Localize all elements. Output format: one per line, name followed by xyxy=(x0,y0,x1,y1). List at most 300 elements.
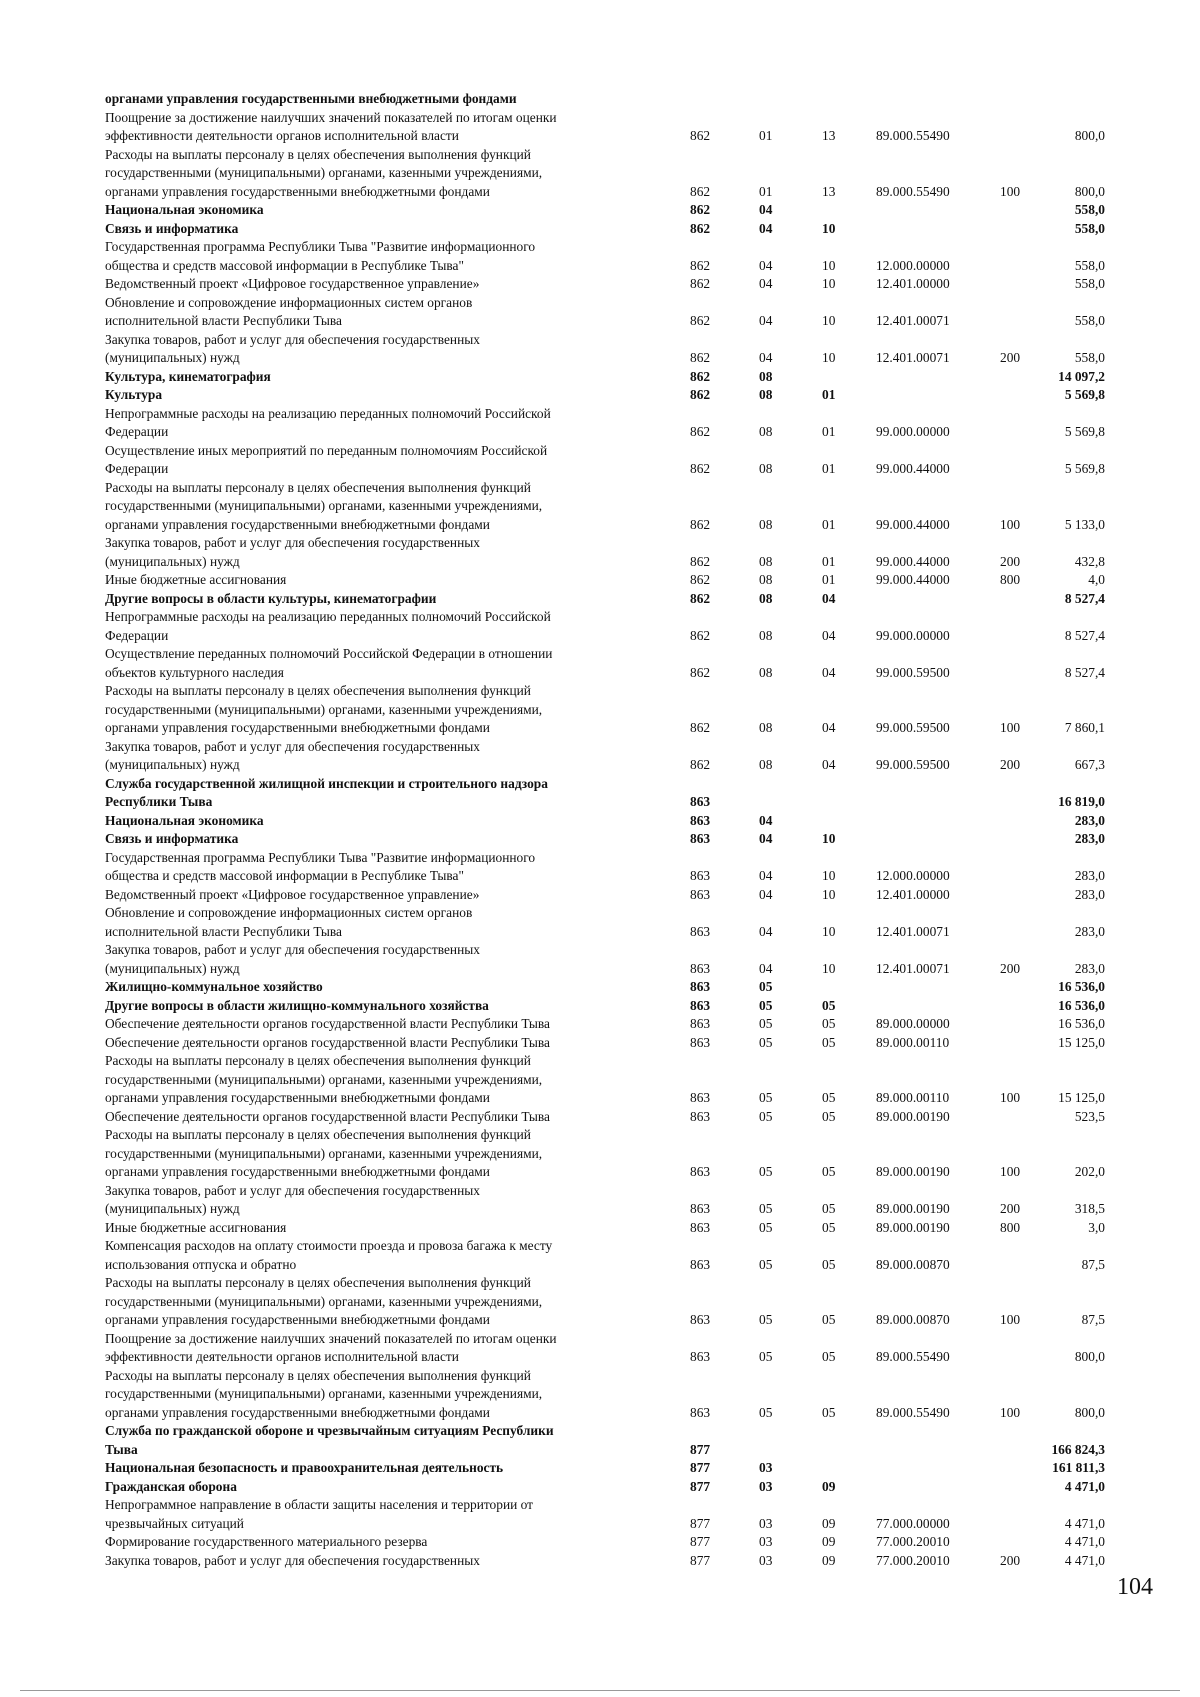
table-row xyxy=(0,1533,1200,1552)
amount: 318,5 xyxy=(1074,1201,1105,1216)
admin-code: 862 xyxy=(690,387,711,402)
amount: 15 125,0 xyxy=(1058,1034,1105,1050)
row-description: Закупка товаров, работ и услуг для обеспечения государственных (муниципальных) нужд xyxy=(105,1182,480,1216)
table-row xyxy=(0,90,1200,109)
section-code: 08 xyxy=(759,627,773,643)
admin-code: 862 xyxy=(690,368,711,384)
section-code: 08 xyxy=(759,387,773,402)
subsection-code: 05 xyxy=(822,1090,836,1105)
admin-code: 877 xyxy=(690,1478,711,1494)
amount: 202,0 xyxy=(1074,1164,1105,1179)
target-article-code: 89.000.55490 xyxy=(876,1349,950,1364)
subsection-code: 05 xyxy=(822,1219,836,1235)
expense-type-code: 200 xyxy=(1000,350,1021,365)
section-code: 04 xyxy=(759,313,773,328)
amount: 8 527,4 xyxy=(1064,590,1105,606)
target-article-code: 77.000.20010 xyxy=(876,1534,950,1549)
row-description: Поощрение за достижение наилучших значений показателей по итогам оценки эффективности деятельности органов исполнительной власти xyxy=(105,1330,557,1364)
target-article-code: 89.000.55490 xyxy=(876,1404,950,1420)
admin-code: 863 xyxy=(690,831,711,846)
expense-type-code: 200 xyxy=(1000,553,1021,569)
subsection-code: 04 xyxy=(822,627,836,643)
target-article-code: 99.000.59500 xyxy=(876,664,950,680)
row-description: Компенсация расходов на оплату стоимости проезда и провоза багажа к месту использования отпуска и обратно xyxy=(105,1238,553,1272)
table-row xyxy=(0,1330,1200,1367)
amount: 558,0 xyxy=(1074,220,1105,236)
section-code: 04 xyxy=(759,350,773,365)
section-code: 05 xyxy=(759,1349,773,1364)
row-description: Служба государственной жилищной инспекции и строительного надзора Республики Тыва xyxy=(105,775,548,809)
admin-code: 862 xyxy=(690,313,711,328)
table-row xyxy=(0,1219,1200,1238)
admin-code: 863 xyxy=(690,886,711,902)
amount: 558,0 xyxy=(1074,276,1105,291)
section-code: 04 xyxy=(759,868,773,883)
subsection-code: 10 xyxy=(822,350,836,365)
amount: 3,0 xyxy=(1088,1219,1105,1235)
amount: 558,0 xyxy=(1074,313,1105,328)
row-description: Иные бюджетные ассигнования xyxy=(105,1219,287,1235)
admin-code: 863 xyxy=(690,1108,711,1124)
target-article-code: 12.401.00071 xyxy=(876,960,950,976)
amount: 166 824,3 xyxy=(1051,1441,1105,1457)
target-article-code: 89.000.00870 xyxy=(876,1312,950,1327)
row-description: Национальная экономика xyxy=(105,202,264,217)
amount: 5 569,8 xyxy=(1064,387,1105,402)
table-row xyxy=(0,109,1200,146)
subsection-code: 01 xyxy=(822,516,836,532)
amount: 5 569,8 xyxy=(1064,424,1105,439)
admin-code: 862 xyxy=(690,720,711,735)
amount: 4 471,0 xyxy=(1064,1552,1105,1568)
amount: 800,0 xyxy=(1074,128,1105,143)
row-description: Осуществление переданных полномочий Российской Федерации в отношении объектов культурного наследия xyxy=(105,646,553,680)
target-article-code: 12.401.00071 xyxy=(876,923,950,939)
amount: 16 819,0 xyxy=(1058,794,1105,809)
admin-code: 862 xyxy=(690,516,711,532)
subsection-code: 10 xyxy=(822,220,836,236)
subsection-code: 05 xyxy=(822,1034,836,1050)
subsection-code: 05 xyxy=(822,1312,836,1327)
subsection-code: 04 xyxy=(822,590,836,606)
target-article-code: 89.000.00190 xyxy=(876,1164,950,1179)
section-code: 05 xyxy=(759,1404,773,1420)
section-code: 04 xyxy=(759,960,773,976)
row-description: Расходы на выплаты персоналу в целях обеспечения выполнения функций государственными (муниципальными) органами, казенными учреждениями, органами управления государственными внебюджетными фондами xyxy=(105,1367,543,1420)
section-code: 05 xyxy=(759,1034,773,1050)
section-code: 08 xyxy=(759,553,773,569)
admin-code: 863 xyxy=(690,997,711,1013)
expense-type-code: 200 xyxy=(1000,1201,1021,1216)
amount: 16 536,0 xyxy=(1058,997,1105,1013)
section-code: 04 xyxy=(759,220,773,236)
table-row xyxy=(0,775,1200,812)
admin-code: 862 xyxy=(690,664,711,680)
section-code: 08 xyxy=(759,368,773,384)
amount: 667,3 xyxy=(1074,757,1105,772)
section-code: 03 xyxy=(759,1478,773,1494)
row-description: Закупка товаров, работ и услуг для обеспечения государственных (муниципальных) нужд xyxy=(105,535,480,569)
amount: 283,0 xyxy=(1074,868,1105,883)
target-article-code: 99.000.44000 xyxy=(876,572,950,587)
subsection-code: 13 xyxy=(822,183,836,199)
admin-code: 862 xyxy=(690,128,711,143)
table-row xyxy=(0,442,1200,479)
admin-code: 862 xyxy=(690,350,711,365)
amount: 8 527,4 xyxy=(1064,664,1105,680)
table-row xyxy=(0,294,1200,331)
table-row xyxy=(0,1182,1200,1219)
admin-code: 862 xyxy=(690,257,711,273)
section-code: 03 xyxy=(759,1552,773,1568)
table-row xyxy=(0,479,1200,535)
admin-code: 862 xyxy=(690,424,711,439)
table-row xyxy=(0,1034,1200,1053)
row-description: Обновление и сопровождение информационных систем органов исполнительной власти Республики Тыва xyxy=(105,294,473,328)
table-row xyxy=(0,220,1200,239)
admin-code: 863 xyxy=(690,923,711,939)
target-article-code: 89.000.55490 xyxy=(876,183,950,199)
admin-code: 862 xyxy=(690,276,711,291)
amount: 16 536,0 xyxy=(1058,1016,1105,1031)
section-code: 08 xyxy=(759,572,773,587)
target-article-code: 99.000.59500 xyxy=(876,720,950,735)
amount: 523,5 xyxy=(1074,1108,1105,1124)
amount: 283,0 xyxy=(1074,831,1105,846)
amount: 432,8 xyxy=(1074,553,1105,569)
section-code: 08 xyxy=(759,424,773,439)
table-row xyxy=(0,405,1200,442)
table-row xyxy=(0,331,1200,368)
row-description: Гражданская оборона xyxy=(105,1478,237,1494)
subsection-code: 04 xyxy=(822,720,836,735)
admin-code: 863 xyxy=(690,1404,711,1420)
admin-code: 863 xyxy=(690,960,711,976)
table-row xyxy=(0,238,1200,275)
expense-type-code: 800 xyxy=(1000,1219,1021,1235)
amount: 4,0 xyxy=(1088,572,1105,587)
section-code: 08 xyxy=(759,757,773,772)
subsection-code: 10 xyxy=(822,923,836,939)
section-code: 04 xyxy=(759,831,773,846)
row-description: Обновление и сопровождение информационных систем органов исполнительной власти Республики Тыва xyxy=(105,905,473,939)
amount: 16 536,0 xyxy=(1058,979,1105,994)
table-row xyxy=(0,830,1200,849)
subsection-code: 10 xyxy=(822,960,836,976)
target-article-code: 89.000.00110 xyxy=(876,1090,950,1105)
table-row xyxy=(0,645,1200,682)
target-article-code: 99.000.44000 xyxy=(876,553,950,569)
expense-type-code: 100 xyxy=(1000,1404,1021,1420)
table-row xyxy=(0,1422,1200,1459)
target-article-code: 77.000.00000 xyxy=(876,1515,950,1531)
table-row xyxy=(0,941,1200,978)
row-description: Связь и информатика xyxy=(105,831,239,846)
subsection-code: 01 xyxy=(822,424,836,439)
admin-code: 862 xyxy=(690,590,711,606)
target-article-code: 99.000.44000 xyxy=(876,461,950,476)
table-row xyxy=(0,146,1200,202)
expense-type-code: 100 xyxy=(1000,516,1021,532)
section-code: 04 xyxy=(759,886,773,902)
subsection-code: 09 xyxy=(822,1478,836,1494)
subsection-code: 09 xyxy=(822,1515,836,1531)
row-description: Формирование государственного материального резерва xyxy=(105,1534,428,1549)
table-row xyxy=(0,812,1200,831)
target-article-code: 89.000.00190 xyxy=(876,1219,950,1235)
section-code: 04 xyxy=(759,923,773,939)
bottom-divider xyxy=(20,1690,1180,1691)
target-article-code: 99.000.44000 xyxy=(876,516,950,532)
amount: 15 125,0 xyxy=(1058,1090,1105,1105)
subsection-code: 10 xyxy=(822,257,836,273)
expense-type-code: 200 xyxy=(1000,1552,1021,1568)
section-code: 05 xyxy=(759,1201,773,1216)
section-code: 05 xyxy=(759,1108,773,1124)
admin-code: 863 xyxy=(690,1090,711,1105)
table-row xyxy=(0,1552,1200,1571)
table-row xyxy=(0,1015,1200,1034)
target-article-code: 89.000.00190 xyxy=(876,1201,950,1216)
section-code: 03 xyxy=(759,1460,773,1475)
target-article-code: 89.000.00000 xyxy=(876,1016,950,1031)
amount: 8 527,4 xyxy=(1064,627,1105,643)
admin-code: 877 xyxy=(690,1534,711,1549)
section-code: 03 xyxy=(759,1515,773,1531)
admin-code: 862 xyxy=(690,627,711,643)
section-code: 08 xyxy=(759,664,773,680)
row-description: Расходы на выплаты персоналу в целях обеспечения выполнения функций государственными (муниципальными) органами, казенными учреждениями, органами управления государственными внебюджетными фондами xyxy=(105,146,543,199)
subsection-code: 04 xyxy=(822,757,836,772)
expense-type-code: 100 xyxy=(1000,1312,1021,1327)
admin-code: 862 xyxy=(690,461,711,476)
table-row xyxy=(0,1052,1200,1108)
subsection-code: 10 xyxy=(822,868,836,883)
table-row xyxy=(0,1108,1200,1127)
target-article-code: 99.000.00000 xyxy=(876,627,950,643)
subsection-code: 05 xyxy=(822,1108,836,1124)
target-article-code: 89.000.00110 xyxy=(876,1034,950,1050)
row-description: Расходы на выплаты персоналу в целях обеспечения выполнения функций государственными (муниципальными) органами, казенными учреждениями, органами управления государственными внебюджетными фондами xyxy=(105,683,543,735)
table-row xyxy=(0,978,1200,997)
row-description: Обеспечение деятельности органов государственной власти Республики Тыва xyxy=(105,1016,550,1031)
row-description: Обеспечение деятельности органов государственной власти Республики Тыва xyxy=(105,1034,550,1050)
subsection-code: 09 xyxy=(822,1534,836,1549)
table-row xyxy=(0,608,1200,645)
amount: 283,0 xyxy=(1074,960,1105,976)
target-article-code: 12.401.00000 xyxy=(876,276,950,291)
row-description: Другие вопросы в области жилищно-коммунального хозяйства xyxy=(105,997,489,1013)
row-description: Связь и информатика xyxy=(105,220,239,236)
admin-code: 863 xyxy=(690,1312,711,1327)
table-row xyxy=(0,849,1200,886)
row-description: Непрограммное направление в области защиты населения и территории от чрезвычайных ситуаций xyxy=(105,1497,533,1531)
admin-code: 863 xyxy=(690,1034,711,1050)
amount: 800,0 xyxy=(1074,183,1105,199)
admin-code: 862 xyxy=(690,553,711,569)
row-description: Национальная безопасность и правоохранительная деятельность xyxy=(105,1460,504,1475)
subsection-code: 05 xyxy=(822,1201,836,1216)
row-description: Другие вопросы в области культуры, кинематографии xyxy=(105,590,437,606)
table-row xyxy=(0,1496,1200,1533)
table-row xyxy=(0,997,1200,1016)
row-description: Национальная экономика xyxy=(105,812,264,828)
row-description: органами управления государственными внебюджетными фондами xyxy=(105,91,517,106)
admin-code: 863 xyxy=(690,868,711,883)
row-description: Расходы на выплаты персоналу в целях обеспечения выполнения функций государственными (муниципальными) органами, казенными учреждениями, органами управления государственными внебюджетными фондами xyxy=(105,479,543,532)
section-code: 08 xyxy=(759,461,773,476)
amount: 283,0 xyxy=(1074,923,1105,939)
admin-code: 863 xyxy=(690,812,711,828)
expense-type-code: 100 xyxy=(1000,1090,1021,1105)
section-code: 05 xyxy=(759,1256,773,1272)
row-description: Культура xyxy=(105,387,163,402)
admin-code: 862 xyxy=(690,757,711,772)
table-row xyxy=(0,1126,1200,1182)
subsection-code: 04 xyxy=(822,664,836,680)
row-description: Служба по гражданской обороне и чрезвычайным ситуациям Республики Тыва xyxy=(105,1423,554,1457)
row-description: Непрограммные расходы на реализацию переданных полномочий Российской Федерации xyxy=(105,405,551,439)
target-article-code: 12.401.00071 xyxy=(876,313,950,328)
amount: 161 811,3 xyxy=(1052,1460,1105,1475)
section-code: 05 xyxy=(759,1016,773,1031)
admin-code: 863 xyxy=(690,1349,711,1364)
amount: 283,0 xyxy=(1074,886,1105,902)
amount: 4 471,0 xyxy=(1064,1515,1105,1531)
table-row xyxy=(0,1478,1200,1497)
amount: 558,0 xyxy=(1074,257,1105,273)
amount: 558,0 xyxy=(1074,202,1105,217)
section-code: 08 xyxy=(759,516,773,532)
row-description: Непрограммные расходы на реализацию переданных полномочий Российской Федерации xyxy=(105,609,551,643)
section-code: 05 xyxy=(759,1090,773,1105)
subsection-code: 10 xyxy=(822,886,836,902)
section-code: 05 xyxy=(759,979,773,994)
section-code: 05 xyxy=(759,1164,773,1179)
amount: 283,0 xyxy=(1074,812,1105,828)
admin-code: 862 xyxy=(690,183,711,199)
admin-code: 862 xyxy=(690,572,711,587)
target-article-code: 12.000.00000 xyxy=(876,868,950,883)
subsection-code: 10 xyxy=(822,831,836,846)
section-code: 01 xyxy=(759,183,773,199)
row-description: Государственная программа Республики Тыва "Развитие информационного общества и средств массовой информации в Республике Тыва" xyxy=(105,239,536,273)
table-row xyxy=(0,1237,1200,1274)
table-row xyxy=(0,571,1200,590)
admin-code: 863 xyxy=(690,979,711,994)
target-article-code: 12.401.00000 xyxy=(876,886,950,902)
admin-code: 863 xyxy=(690,1256,711,1272)
section-code: 05 xyxy=(759,997,773,1013)
row-description: Поощрение за достижение наилучших значений показателей по итогам оценки эффективности деятельности органов исполнительной власти xyxy=(105,109,557,143)
subsection-code: 05 xyxy=(822,1256,836,1272)
admin-code: 877 xyxy=(690,1515,711,1531)
table-row xyxy=(0,590,1200,609)
row-description: Осуществление иных мероприятий по переданным полномочиям Российской Федерации xyxy=(105,442,548,476)
row-description: Обеспечение деятельности органов государственной власти Республики Тыва xyxy=(105,1108,550,1124)
section-code: 04 xyxy=(759,276,773,291)
subsection-code: 05 xyxy=(822,1164,836,1179)
table-row xyxy=(0,738,1200,775)
table-row xyxy=(0,682,1200,738)
row-description: Закупка товаров, работ и услуг для обеспечения государственных (муниципальных) нужд xyxy=(105,738,480,772)
section-code: 05 xyxy=(759,1312,773,1327)
admin-code: 877 xyxy=(690,1552,711,1568)
section-code: 08 xyxy=(759,720,773,735)
expense-type-code: 100 xyxy=(1000,1164,1021,1179)
table-row xyxy=(0,534,1200,571)
amount: 7 860,1 xyxy=(1064,720,1105,735)
section-code: 03 xyxy=(759,1534,773,1549)
row-description: Ведомственный проект «Цифровое государственное управление» xyxy=(105,886,480,902)
target-article-code: 89.000.00190 xyxy=(876,1108,950,1124)
subsection-code: 01 xyxy=(822,553,836,569)
amount: 558,0 xyxy=(1074,350,1105,365)
subsection-code: 01 xyxy=(822,387,836,402)
section-code: 04 xyxy=(759,812,773,828)
target-article-code: 99.000.00000 xyxy=(876,424,950,439)
row-description: Государственная программа Республики Тыва "Развитие информационного общества и средств массовой информации в Республике Тыва" xyxy=(105,849,536,883)
subsection-code: 01 xyxy=(822,461,836,476)
section-code: 04 xyxy=(759,202,773,217)
admin-code: 863 xyxy=(690,794,711,809)
admin-code: 877 xyxy=(690,1441,711,1457)
section-code: 05 xyxy=(759,1219,773,1235)
subsection-code: 10 xyxy=(822,313,836,328)
target-article-code: 99.000.59500 xyxy=(876,757,950,772)
row-description: Расходы на выплаты персоналу в целях обеспечения выполнения функций государственными (муниципальными) органами, казенными учреждениями, органами управления государственными внебюджетными фондами xyxy=(105,1127,543,1179)
subsection-code: 13 xyxy=(822,128,836,143)
target-article-code: 89.000.55490 xyxy=(876,128,950,143)
table-row xyxy=(0,904,1200,941)
table-row xyxy=(0,201,1200,220)
admin-code: 863 xyxy=(690,1201,711,1216)
expense-type-code: 100 xyxy=(1000,183,1021,199)
subsection-code: 05 xyxy=(822,1404,836,1420)
target-article-code: 89.000.00870 xyxy=(876,1256,950,1272)
expense-type-code: 100 xyxy=(1000,720,1021,735)
table-row xyxy=(0,368,1200,387)
amount: 4 471,0 xyxy=(1064,1478,1105,1494)
section-code: 01 xyxy=(759,128,773,143)
expense-type-code: 200 xyxy=(1000,757,1021,772)
row-description: Жилищно-коммунальное хозяйство xyxy=(105,979,323,994)
admin-code: 877 xyxy=(690,1460,711,1475)
subsection-code: 01 xyxy=(822,572,836,587)
table-row xyxy=(0,886,1200,905)
table-row xyxy=(0,1459,1200,1478)
table-row xyxy=(0,386,1200,405)
amount: 800,0 xyxy=(1074,1404,1105,1420)
table-row xyxy=(0,275,1200,294)
admin-code: 863 xyxy=(690,1016,711,1031)
admin-code: 862 xyxy=(690,202,711,217)
subsection-code: 05 xyxy=(822,997,836,1013)
expense-type-code: 200 xyxy=(1000,960,1021,976)
amount: 800,0 xyxy=(1074,1349,1105,1364)
admin-code: 863 xyxy=(690,1219,711,1235)
row-description: Закупка товаров, работ и услуг для обеспечения государственных (муниципальных) нужд xyxy=(105,331,480,365)
subsection-code: 10 xyxy=(822,276,836,291)
row-description: Культура, кинематография xyxy=(105,368,271,384)
subsection-code: 05 xyxy=(822,1349,836,1364)
row-description: Расходы на выплаты персоналу в целях обеспечения выполнения функций государственными (муниципальными) органами, казенными учреждениями, органами управления государственными внебюджетными фондами xyxy=(105,1275,543,1327)
amount: 4 471,0 xyxy=(1064,1534,1105,1549)
page-number: 104 xyxy=(1117,1574,1153,1600)
budget-table xyxy=(0,90,1200,1570)
subsection-code: 05 xyxy=(822,1016,836,1031)
target-article-code: 77.000.20010 xyxy=(876,1552,950,1568)
